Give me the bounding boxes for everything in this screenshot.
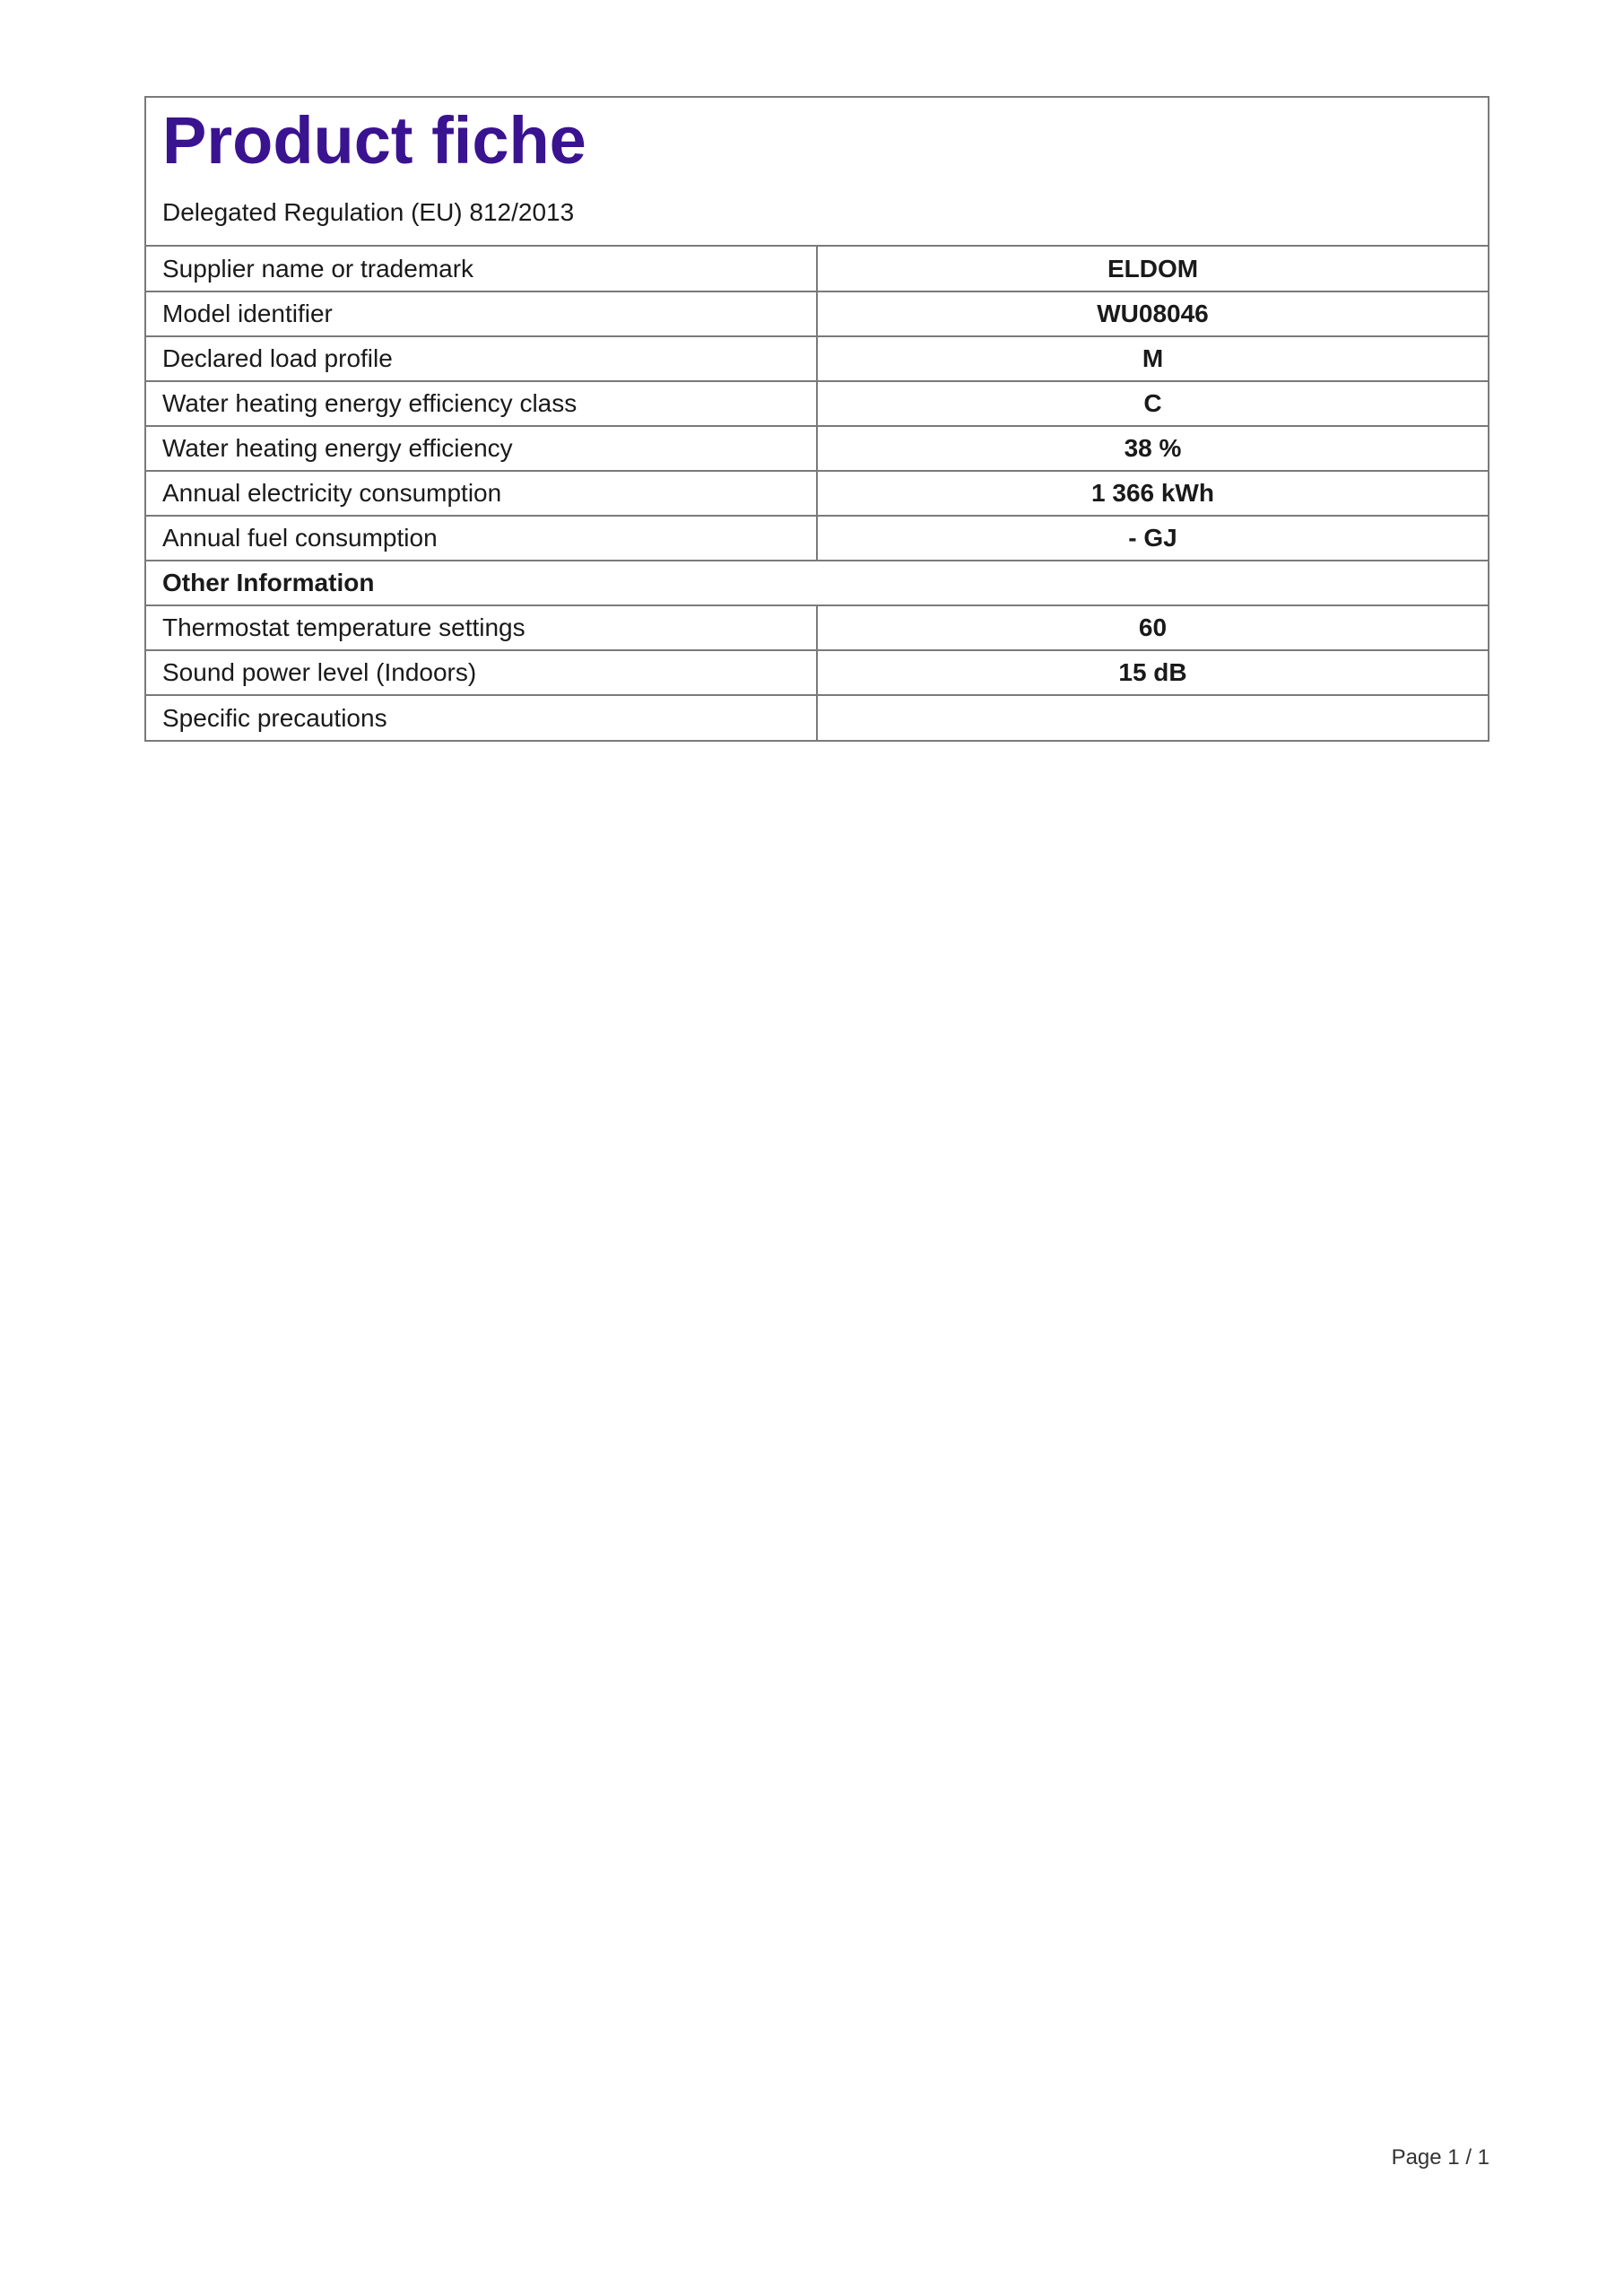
page-title: Product fiche [162, 103, 586, 178]
row-value [817, 695, 1488, 740]
row-value: 38 % [817, 426, 1488, 471]
page-number: Page 1 / 1 [1391, 2145, 1489, 2170]
row-label: Annual electricity consumption [146, 471, 817, 516]
table-row [146, 336, 1488, 381]
row-label: Supplier name or trademark [146, 247, 817, 291]
row-label: Water heating energy efficiency [146, 426, 817, 471]
row-label: Water heating energy efficiency class [146, 381, 817, 426]
product-fiche [144, 96, 1489, 742]
row-value: C [817, 381, 1488, 426]
row-label: Declared load profile [146, 336, 817, 381]
row-value: ELDOM [1107, 254, 1199, 283]
table-row [146, 381, 1488, 426]
row-value: WU08046 [817, 291, 1488, 336]
table-row [146, 471, 1488, 516]
row-value: 60 [817, 605, 1488, 650]
row-value: 1 366 kWh [817, 471, 1488, 516]
regulation-subtitle: Delegated Regulation (EU) 812/2013 [162, 198, 575, 226]
table-row [146, 426, 1488, 471]
row-value: 15 dB [817, 650, 1488, 695]
table-row [146, 605, 1488, 650]
row-label: Thermostat temperature settings [146, 605, 817, 650]
fiche-table [146, 247, 1488, 740]
row-label: Annual fuel consumption [146, 516, 817, 561]
table-row [146, 695, 1488, 740]
section-row [146, 561, 1488, 605]
row-value: - GJ [817, 516, 1488, 561]
table-row [146, 650, 1488, 695]
table-row [146, 516, 1488, 561]
section-title: Other Information [146, 561, 1488, 605]
row-label: Specific precautions [146, 695, 817, 740]
fiche-header [146, 98, 1488, 247]
row-label: Model identifier [146, 291, 817, 336]
table-row [146, 291, 1488, 336]
row-value: M [817, 336, 1488, 381]
row-label: Sound power level (Indoors) [146, 650, 817, 695]
table-row [146, 247, 1488, 291]
